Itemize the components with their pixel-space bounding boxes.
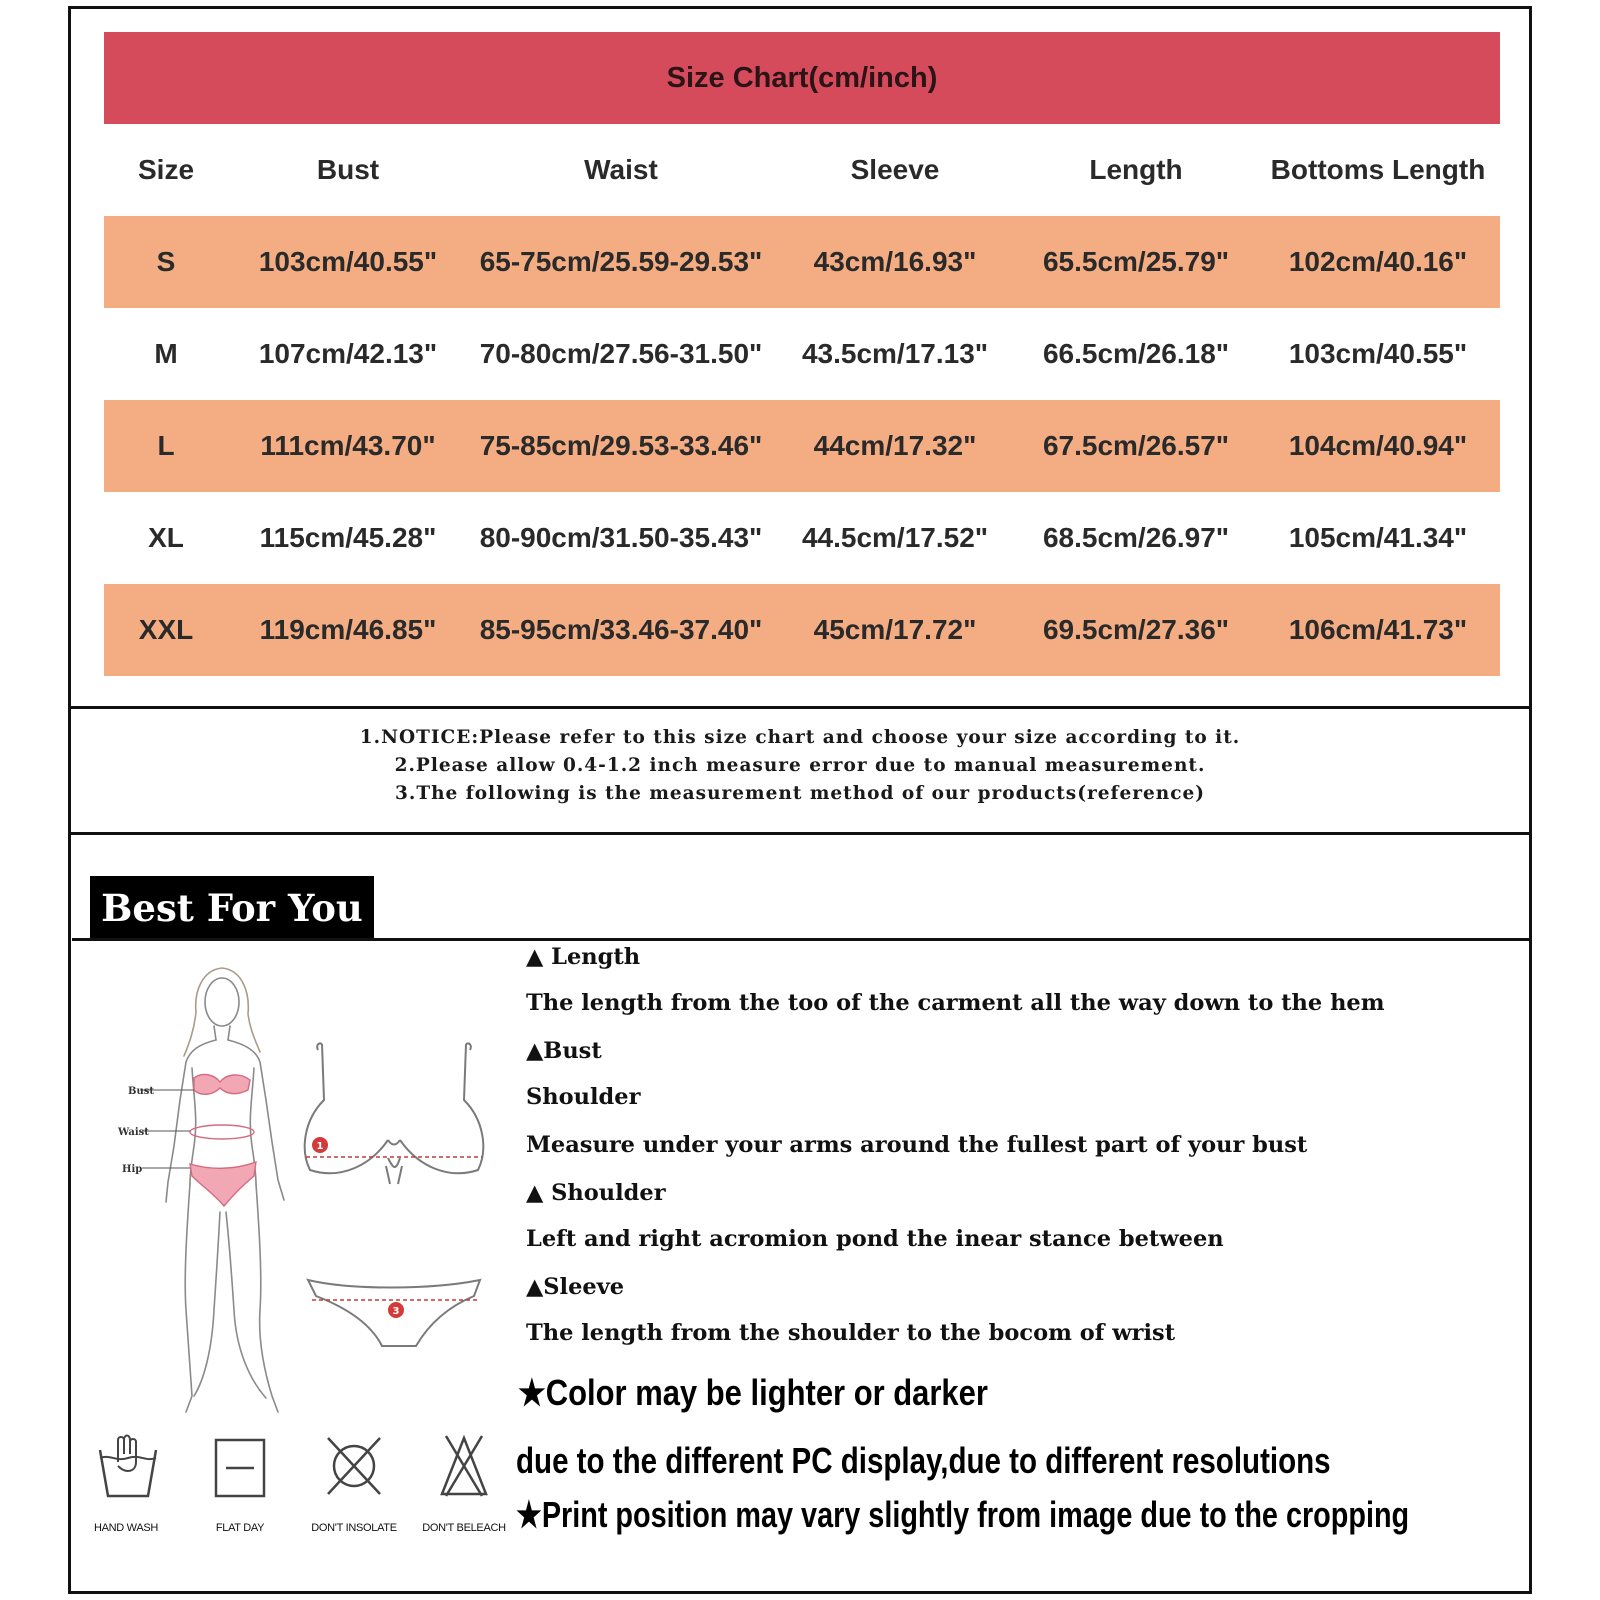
cell-bottoms-length: 103cm/40.55" (1288, 338, 1468, 369)
notice-line: 3.The following is the measurement method of our products(reference) (395, 783, 1205, 804)
table-row (104, 584, 1500, 676)
cell-size: XXL (138, 614, 194, 645)
table-row (104, 400, 1500, 492)
size-chart-header-row (104, 124, 1500, 216)
section-divider (68, 832, 1532, 835)
length-description: The length from the too of the carment all the way down to the hem (526, 990, 1385, 1016)
bust-description-2: Measure under your arms around the fullest part of your bust (526, 1132, 1308, 1158)
do-not-bleach-icon (436, 1432, 492, 1500)
table-row (104, 216, 1500, 308)
header-size: Size (137, 154, 195, 185)
hip-label: Hip (122, 1164, 143, 1175)
cell-waist: 75-85cm/29.53-33.46" (479, 430, 763, 461)
notice-line: 2.Please allow 0.4-1.2 inch measure error due to manual measurement. (394, 755, 1206, 776)
waist-label: Waist (118, 1127, 149, 1138)
cell-bust: 111cm/43.70" (260, 430, 436, 461)
cell-sleeve: 45cm/17.72" (813, 614, 977, 645)
cell-bottoms-length: 104cm/40.94" (1288, 430, 1468, 461)
hand-wash-label: HAND WASH (93, 1522, 159, 1534)
length-heading: ▲ Length (526, 944, 641, 970)
bust-description-1: Shoulder (526, 1084, 641, 1110)
cell-waist: 85-95cm/33.46-37.40" (479, 614, 763, 645)
header-bust: Bust (316, 154, 380, 185)
do-not-insulate-label: DON'T INSOLATE (311, 1522, 397, 1534)
shoulder-heading: ▲ Shoulder (526, 1180, 666, 1206)
table-row (104, 492, 1500, 584)
cell-bottoms-length: 106cm/41.73" (1288, 614, 1468, 645)
bikini-bottom-on-figure (190, 1162, 256, 1206)
best-for-you-title: Best For You (90, 876, 374, 940)
header-bottoms-length: Bottoms Length (1270, 154, 1486, 185)
table-row (104, 308, 1500, 400)
flat-dry-label: FLAT DAY (215, 1522, 265, 1534)
flat-dry-icon (212, 1436, 268, 1500)
cell-size: S (156, 246, 176, 277)
bra-diagram (305, 1043, 484, 1184)
cell-length: 68.5cm/26.97" (1042, 522, 1230, 553)
section-divider (68, 706, 1532, 709)
header-waist: Waist (584, 154, 658, 185)
cell-sleeve: 43cm/16.93" (813, 246, 977, 277)
notice-block (68, 724, 1532, 808)
cell-bust: 115cm/45.28" (259, 522, 437, 553)
measurement-illustration (90, 950, 510, 1420)
cell-bust: 119cm/46.85" (259, 614, 437, 645)
shoulder-description: Left and right acromion pond the inear stance between (526, 1226, 1224, 1252)
cell-sleeve: 44cm/17.32" (813, 430, 977, 461)
cell-bust: 107cm/42.13" (258, 338, 438, 369)
waist-measure-line (190, 1125, 254, 1139)
notice-line: 1.NOTICE:Please refer to this size chart and choose your size according to it. (359, 727, 1241, 748)
cell-waist: 65-75cm/25.59-29.53" (479, 246, 763, 277)
cell-size: L (157, 430, 175, 461)
sleeve-heading: ▲Sleeve (526, 1274, 625, 1300)
cell-sleeve: 44.5cm/17.52" (801, 522, 989, 553)
sleeve-description: The length from the shoulder to the bocom of wrist (526, 1320, 1176, 1346)
cell-length: 66.5cm/26.18" (1042, 338, 1230, 369)
bust-heading: ▲Bust (526, 1038, 602, 1064)
cell-waist: 70-80cm/27.56-31.50" (479, 338, 763, 369)
bikini-top-on-figure (194, 1075, 250, 1095)
marker-3-label: 3 (392, 1306, 400, 1317)
cell-bust: 103cm/40.55" (258, 246, 438, 277)
hand-wash-icon (96, 1432, 160, 1504)
marker-1-label: 1 (316, 1141, 324, 1152)
color-note: ★Color may be lighter or darker (518, 1372, 988, 1413)
do-not-insulate-icon (322, 1432, 386, 1500)
cell-length: 67.5cm/26.57" (1042, 430, 1230, 461)
cell-bottoms-length: 102cm/40.16" (1288, 246, 1468, 277)
print-note: ★Print position may vary slightly from image due to the cropping (516, 1494, 1410, 1535)
header-length: Length (1089, 154, 1183, 185)
cell-waist: 80-90cm/31.50-35.43" (479, 522, 763, 553)
cell-size: M (154, 338, 178, 369)
do-not-bleach-label: DON'T BELEACH (422, 1522, 506, 1534)
bust-label: Bust (128, 1086, 154, 1097)
cell-length: 65.5cm/25.79" (1042, 246, 1230, 277)
header-sleeve: Sleeve (850, 154, 940, 185)
title-underline (72, 938, 1530, 941)
display-note: due to the different PC display,due to different resolutions (516, 1440, 1331, 1481)
size-chart-title: Size Chart(cm/inch) (104, 32, 1500, 124)
cell-length: 69.5cm/27.36" (1042, 614, 1230, 645)
cell-size: XL (148, 522, 184, 553)
cell-sleeve: 43.5cm/17.13" (801, 338, 989, 369)
cell-bottoms-length: 105cm/41.34" (1288, 522, 1468, 553)
